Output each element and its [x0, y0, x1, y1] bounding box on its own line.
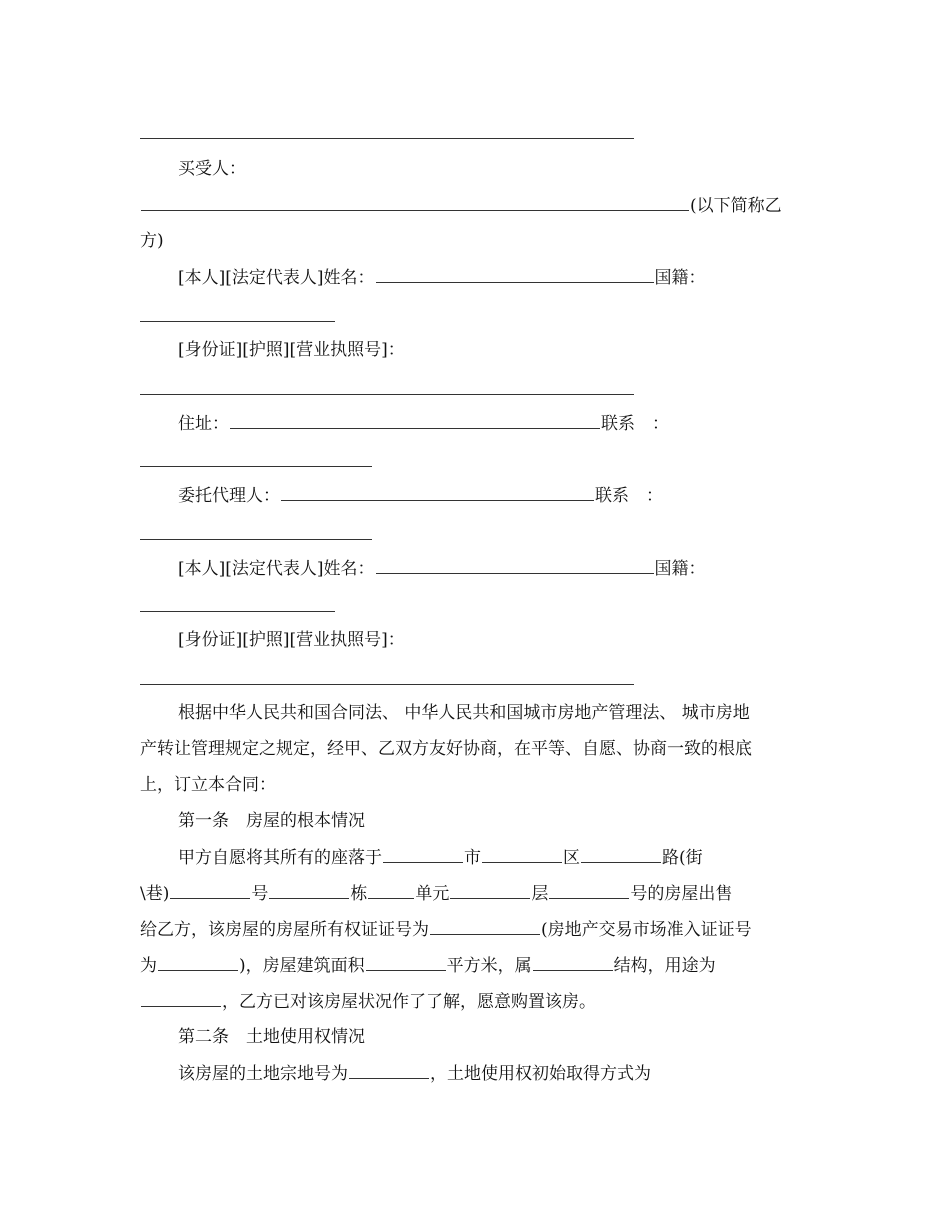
number-field[interactable]	[170, 882, 250, 899]
article-1-title: 第一条 房屋的根本情况	[178, 811, 365, 831]
address-row	[178, 412, 669, 434]
article-text: ，土地使用权初始取得方式为	[430, 1064, 651, 1084]
buyer-abbrev-text: (以下简称乙	[690, 196, 782, 216]
building-field[interactable]	[269, 882, 349, 899]
article-1-line-3	[140, 918, 752, 940]
road-field[interactable]	[581, 846, 661, 863]
agent-name-row	[178, 557, 706, 579]
buyer-label: 买受人：	[178, 159, 246, 179]
article-text: 路(街	[662, 848, 703, 868]
article-text: \巷)	[140, 884, 170, 904]
agent-contact-label: 联系 ：	[595, 486, 663, 506]
agent-field[interactable]	[281, 484, 594, 501]
buyer-abbrev-cont: 方)	[140, 231, 164, 251]
name-label: [本人][法定代表人]姓名：	[178, 268, 375, 288]
article-text: 平方米，属	[446, 956, 532, 976]
agent-id-field[interactable]	[140, 684, 634, 685]
preamble-line-2: 产转让管理规定之规定，经甲、乙双方友好协商，在平等、自愿、协商一致的根底	[140, 739, 752, 759]
article-text: 单元	[415, 884, 450, 904]
agent-nationality-label: 国籍：	[654, 559, 706, 579]
article-text: (房地产交易市场准入证证号	[541, 920, 752, 940]
id-label: [身份证][护照][营业执照号]：	[178, 340, 405, 360]
agent-label: 委托代理人：	[178, 486, 280, 506]
article-1-line-1	[178, 846, 703, 868]
article-text: 号	[251, 884, 269, 904]
article-text: )，房屋建筑面积	[239, 956, 365, 976]
article-text: 市	[464, 848, 481, 868]
certificate-field[interactable]	[430, 918, 540, 935]
usage-field[interactable]	[141, 990, 221, 1007]
article-text: 甲方自愿将其所有的座落于	[178, 848, 382, 868]
article-text: 栋	[350, 884, 368, 904]
contact-label: 联系 ：	[601, 414, 669, 434]
area-field[interactable]	[366, 954, 446, 971]
blank-line	[140, 138, 634, 139]
buyer-name-row	[178, 266, 706, 288]
unit-field[interactable]	[368, 882, 414, 899]
buyer-name-row	[140, 194, 782, 216]
city-field[interactable]	[383, 846, 463, 863]
agent-nationality-field[interactable]	[140, 611, 335, 612]
room-field[interactable]	[549, 882, 629, 899]
parcel-field[interactable]	[349, 1062, 429, 1079]
address-field[interactable]	[230, 412, 600, 429]
blank-field[interactable]	[141, 194, 689, 211]
agent-name-field[interactable]	[376, 557, 654, 574]
article-text: 区	[563, 848, 580, 868]
id-field[interactable]	[140, 394, 634, 395]
article-1-line-4	[140, 954, 716, 976]
nationality-label: 国籍：	[654, 268, 706, 288]
address-label: 住址：	[178, 414, 229, 434]
article-text: 层	[531, 884, 549, 904]
article-text: 为	[140, 956, 157, 976]
district-field[interactable]	[482, 846, 562, 863]
market-cert-field[interactable]	[158, 954, 238, 971]
structure-field[interactable]	[533, 954, 613, 971]
article-text: ，乙方已对该房屋状况作了了解，愿意购置该房。	[222, 992, 596, 1012]
agent-name-label: [本人][法定代表人]姓名：	[178, 559, 375, 579]
agent-row	[178, 484, 663, 506]
preamble-line-3: 上，订立本合同：	[140, 775, 276, 795]
article-1-line-2	[140, 882, 732, 904]
article-text: 号的房屋出售	[630, 884, 733, 904]
agent-id-label: [身份证][护照][营业执照号]：	[178, 630, 405, 650]
article-1-line-5	[140, 990, 596, 1012]
nationality-field[interactable]	[140, 321, 335, 322]
agent-contact-field[interactable]	[140, 539, 372, 540]
floor-field[interactable]	[450, 882, 530, 899]
article-2-title: 第二条 土地使用权情况	[178, 1027, 365, 1047]
preamble-line-1: 根据中华人民共和国合同法、 中华人民共和国城市房地产管理法、 城市房地	[178, 703, 750, 723]
name-field[interactable]	[376, 266, 654, 283]
article-text: 给乙方，该房屋的房屋所有权证证号为	[140, 920, 429, 940]
contact-field[interactable]	[140, 466, 372, 467]
article-text: 结构，用途为	[613, 956, 716, 976]
article-text: 该房屋的土地宗地号为	[178, 1064, 348, 1084]
article-2-line-1	[178, 1062, 651, 1084]
